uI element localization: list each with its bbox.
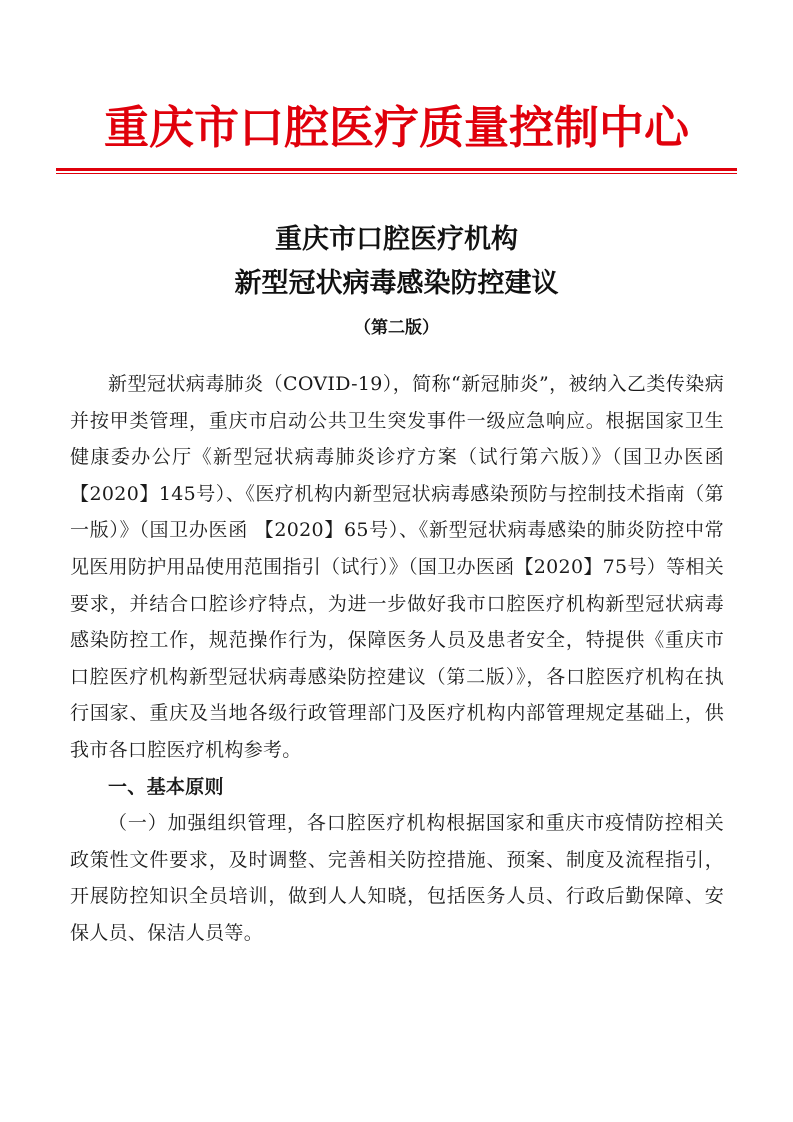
document-title-line2: 新型冠状病毒感染防控建议 [234, 268, 559, 299]
header-rule-thin [56, 173, 737, 174]
document-title-line1: 重庆市口腔医疗机构 [275, 224, 518, 255]
edition-label: （第二版） [354, 318, 439, 338]
header-rule-thick [56, 168, 737, 171]
document-body [70, 366, 724, 952]
section-heading: 一、基本原则 [108, 775, 224, 798]
org-header: 重庆市口腔医疗质量控制中心 [103, 101, 689, 154]
section-paragraph: （一）加强组织管理，各口腔医疗机构根据国家和重庆市疫情防控相关政策性文件要求，及时调整、完善相关防控措施、预案、制度及流程指引，开展防控知识全员培训，做到人人知晓，包括医务人员、行政后勤保障、安保人员、保洁人员等。 [70, 812, 724, 944]
intro-paragraph: 新型冠状病毒肺炎（COVID-19），简称“新冠肺炎”，被纳入乙类传染病并按甲类管理，重庆市启动公共卫生突发事件一级应急响应。根据国家卫生健康委办公厅《新型冠状病毒肺炎诊疗方案（试行第六版）》（国卫办医函【2020】145号）、《医疗机构内新型冠状病毒感染预防与控制技术指南（第一版）》（国卫办医函 【2020】65号）、《新型冠状病毒感染的肺炎防控中常见医用防护用品使用范围指引（试行）》（国卫办医函【2020】75号）等相关要求，并结合口腔诊疗特点，为进一步做好我市口腔医疗机构新型冠状病毒感染防控工作，规范操作行为，保障医务人员及患者安全，特提供《重庆市口腔医疗机构新型冠状病毒感染防控建议（第二版）》，各口腔医疗机构在执行国家、重庆及当地各级行政管理部门及医疗机构内部管理规定基础上，供我市各口腔医疗机构参考。 [70, 373, 724, 761]
